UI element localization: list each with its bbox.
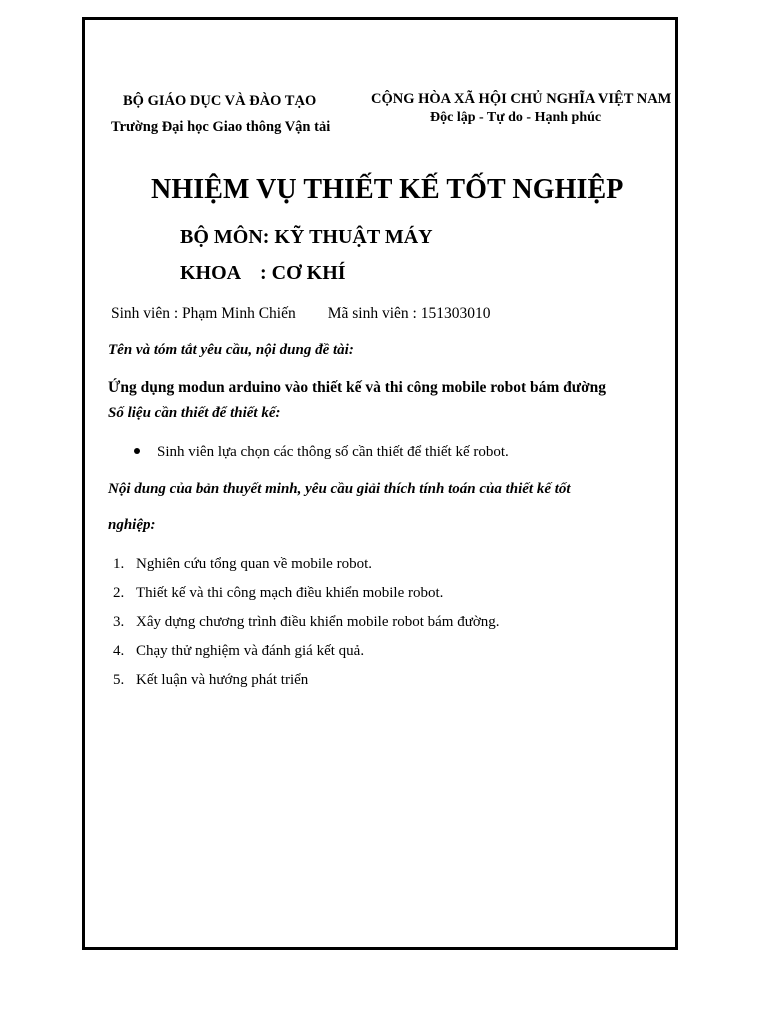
content-label-line2: nghiệp: [108,517,156,533]
design-data-label: Số liệu cần thiết để thiết kế: [108,405,281,421]
bullet-icon [134,448,140,454]
list-item [113,583,500,612]
list-item-number: 4. [113,643,125,659]
list-item-number: 3. [113,614,125,630]
ministry-name: BỘ GIÁO DỤC VÀ ĐÀO TẠO [123,93,317,109]
list-item [113,641,500,670]
faculty-label: KHOA [180,262,242,284]
content-label-line1: Nội dung của bản thuyết minh, yêu cầu giải thích tính toán của thiết kế tốt [108,481,571,497]
document-title: NHIỆM VỤ THIẾT KẾ TỐT NGHIỆP [151,174,624,205]
student-info [111,305,490,323]
faculty-value: : CƠ KHÍ [260,262,346,284]
list-item-text: Chạy thử nghiệm và đánh giá kết quả. [136,643,365,659]
department-line: BỘ MÔN: KỸ THUẬT MÁY [180,226,433,248]
republic-name: CỘNG HÒA XÃ HỘI CHỦ NGHĨA VIỆT NAM [371,91,672,107]
list-item [113,554,500,583]
national-motto: Độc lập - Tự do - Hạnh phúc [430,110,602,125]
content-list [113,554,500,699]
list-item-text: Kết luận và hướng phát triển [136,672,309,688]
student-name: Sinh viên : Phạm Minh Chiến [111,305,296,322]
list-item-text: Thiết kế và thi công mạch điều khiển mobile robot. [136,585,444,601]
list-item [113,612,500,641]
student-id: Mã sinh viên : 151303010 [327,305,491,322]
bullet-text: Sinh viên lựa chọn các thông số cần thiết để thiết kế robot. [157,444,509,460]
faculty-line [180,262,346,285]
list-item [113,670,500,699]
topic-label: Tên và tóm tắt yêu cầu, nội dung đề tài: [108,342,354,358]
design-data-bullet [134,444,509,461]
list-item-number: 5. [113,672,125,688]
list-item-text: Nghiên cứu tổng quan về mobile robot. [136,556,373,572]
university-name: Trường Đại học Giao thông Vận tải [111,119,331,135]
topic-text: Ứng dụng modun arduino vào thiết kế và thi công mobile robot bám đường [108,379,607,396]
list-item-text: Xây dựng chương trình điều khiển mobile robot bám đường. [136,614,500,630]
list-item-number: 1. [113,556,125,572]
list-item-number: 2. [113,585,125,601]
